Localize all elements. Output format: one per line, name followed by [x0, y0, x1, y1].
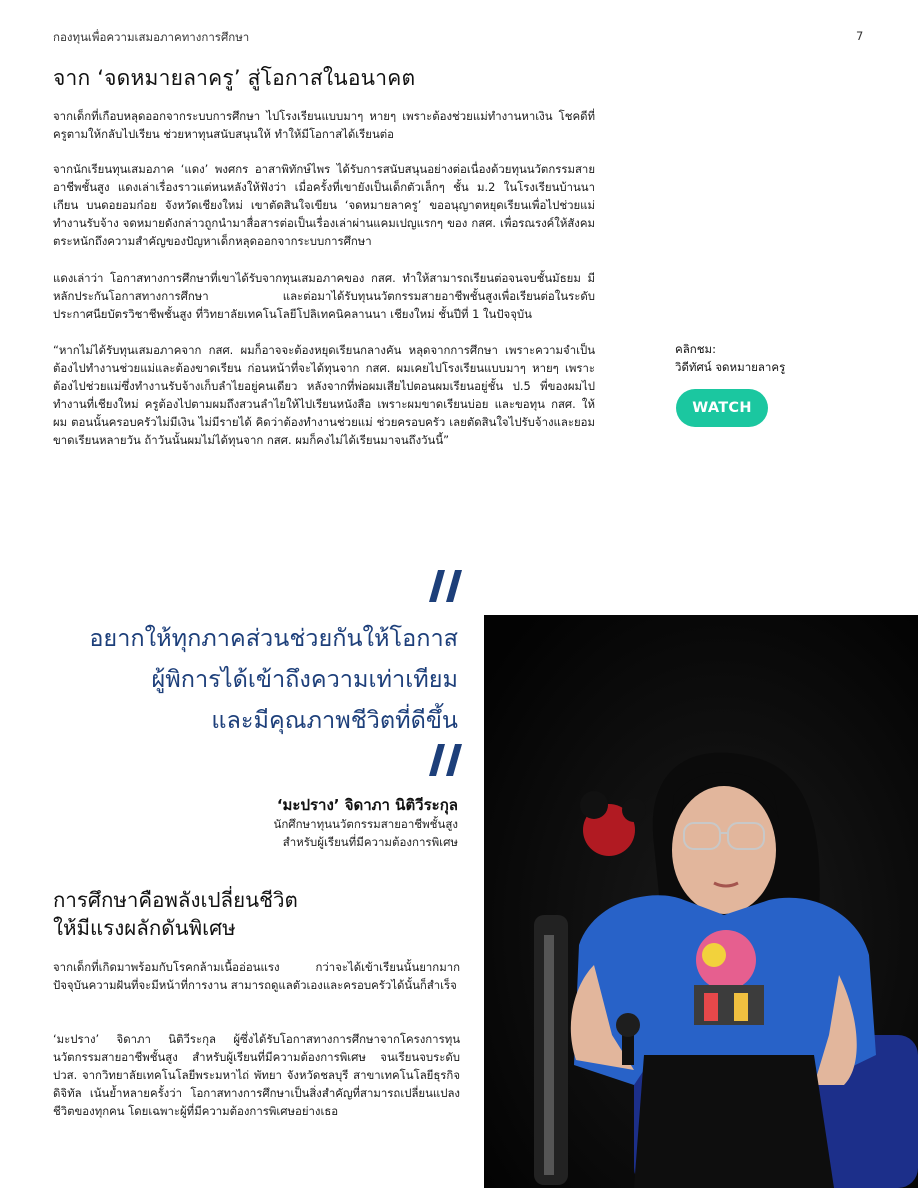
- quote-attribution-desc: [273, 815, 458, 851]
- student-photo-illustration: [484, 615, 918, 1188]
- story2-title-line-1: การศึกษาคือพลังเปลี่ยนชีวิต: [53, 888, 298, 912]
- video-link-title[interactable]: วิดีทัศน์ จดหมายลาครู: [675, 360, 786, 374]
- story1-paragraph-3: แดงเล่าว่า โอกาสทางการศึกษาที่เขาได้รับจากทุนเสมอภาคของ กสศ. ทำให้สามารถเรียนต่อจนจบชั้นมัธยม มีหลักประกันโอกาสทางการศึกษา และต่อมาได้รับทุนนวัตกรรมสายอาชีพชั้นสูงเพื่อเรียนต่อในระดับประกาศนียบัตรวิชาชีพชั้นสูง ที่วิทยาลัยเทคโนโลยีโปลิเทคนิคลานนา เชียงใหม่ ชั้นปีที่ 1 ในปัจจุบัน: [53, 271, 595, 321]
- story2-paragraph-1: จากเด็กที่เกิดมาพร้อมกับโรคกล้ามเนื้ออ่อนแรง กว่าจะได้เข้าเรียนนั้นยากมาก ปัจจุบันความฝันที่จะมีหน้าที่การงาน สามารถดูแลตัวเองและครอบครัวได้นั้นก็สำเร็จ: [53, 960, 460, 992]
- publication-name: กองทุนเพื่อความเสมอภาคทางการศึกษา: [53, 30, 250, 44]
- open-quote-icon: [428, 566, 464, 606]
- story1-paragraph-1: จากเด็กที่เกือบหลุดออกจากระบบการศึกษา ไปโรงเรียนแบบมาๆ หายๆ เพราะต้องช่วยแม่ทำงานหาเงิน โชคดีที่ครูตามให้กลับไปเรียน ช่วยหาทุนสนับสนุนให้ ทำให้มีโอกาสได้เรียนต่อ: [53, 109, 595, 141]
- video-link-caption: [675, 340, 785, 376]
- attribution-desc-line-2: สำหรับผู้เรียนที่มีความต้องการพิเศษ: [282, 835, 458, 849]
- story2-paragraph-2: ‘มะปราง’ จิดาภา นิติวีระกุล ผู้ซึ่งได้รับโอกาสทางการศึกษาจากโครงการทุนนวัตกรรมสายอาชีพชั้นสูง สำหรับผู้เรียนที่มีความต้องการพิเศษ จนเรียนจบระดับ ปวส. จากวิทยาลัยเทคโนโลยีพระมหาไถ่ พัทยา จังหวัดชลบุรี สาขาเทคโนโลยีธุรกิจดิจิทัล เน้นย้ำหลายครั้งว่า โอกาสทางการศึกษาเป็นสิ่งสำคัญที่สามารถเปลี่ยนแปลงชีวิตของทุกคน โดยเฉพาะผู้ที่มีความต้องการพิเศษอย่างเธอ: [53, 1032, 460, 1118]
- story1-title: จาก ‘จดหมายลาครู’ สู่โอกาสในอนาคต: [53, 66, 416, 90]
- story1-quote-paragraph: “หากไม่ได้รับทุนเสมอภาคจาก กสศ. ผมก็อาจจะต้องหยุดเรียนกลางคัน หลุดจากการศึกษา เพราะความจำเป็นต้องไปทำงานช่วยแม่และต้องขาดเรียน ก่อนหน้าที่จะได้ทุนจาก กสศ. ผมเคยไปโรงเรียนแบบมาๆ หายๆ เพราะต้องไปช่วยแม่ซึ่งทำงานรับจ้างเก็บลำไยอยู่คนเดียว หลังจากที่พ่อผมเสียไปตอนผมเรียนอยู่ชั้น ป.5 พี่ของผมไปทำงานที่เชียงใหม่ ครูต้องไปตามผมถึงสวนลำไยให้ไปเรียนหนังสือ เพราะผมขาดเรียนบ่อย และขอทุน กสศ. ให้ผม ตอนนั้นครอบครัวไม่มีเงิน ไม่มีรายได้ คิดว่าต้องทำงานช่วยแม่ ช่วยครอบครัว เลยตัดสินใจไปรับจ้างและยอมขาดเรียนหลายวัน ถ้าวันนั้นผมไม่ได้ทุนจาก กสศ. ผมก็คงไม่ได้เรียนมาจนถึงวันนี้”: [53, 343, 595, 447]
- pull-quote-line-1: อยากให้ทุกภาคส่วนช่วยกันให้โอกาส: [89, 624, 458, 652]
- attribution-desc-line-1: นักศึกษาทุนนวัตกรรมสายอาชีพชั้นสูง: [273, 817, 458, 831]
- story1-paragraph-2: จากนักเรียนทุนเสมอภาค ‘แดง’ พงศกร อาสาพิทักษ์ไพร ได้รับการสนับสนุนอย่างต่อเนื่องด้วยทุนนวัตกรรมสายอาชีพชั้นสูง แดงเล่าเรื่องราวแต่หนหลังให้ฟังว่า เมื่อครั้งที่เขายังเป็นเด็กตัวเล็กๆ ชั้น ม.2 ในโรงเรียนบ้านนาเกียน บนดอยอมก๋อย จังหวัดเชียงใหม่ เขาตัดสินใจเขียน ‘จดหมายลาครู’ ขออนุญาตหยุดเรียนเพื่อไปช่วยแม่ทำงานรับจ้าง จดหมายดังกล่าวถูกนำมาสื่อสารต่อเป็นเรื่องเล่าผ่านแคมเปญแรกๆ ของ กสศ. เพื่อรณรงค์ให้สังคมตระหนักถึงความสำคัญของปัญหาเด็กหลุดออกจากระบบการศึกษา: [53, 162, 595, 248]
- student-photo: [484, 615, 918, 1188]
- watch-button[interactable]: WATCH: [676, 389, 768, 427]
- story2-title: [53, 886, 298, 942]
- pull-quote-line-2: ผู้พิการได้เข้าถึงความเท่าเทียม: [151, 665, 458, 693]
- page-number: 7: [856, 29, 864, 43]
- quote-attribution-name: ‘มะปราง’ จิดาภา นิติวีระกุล: [276, 796, 458, 814]
- story2-title-line-2: ให้มีแรงผลักดันพิเศษ: [53, 916, 236, 940]
- close-quote-icon: [428, 740, 464, 780]
- video-link-label: คลิกชม:: [675, 342, 716, 356]
- pull-quote-line-3: และมีคุณภาพชีวิตที่ดีขึ้น: [211, 706, 458, 734]
- pull-quote: [89, 618, 458, 741]
